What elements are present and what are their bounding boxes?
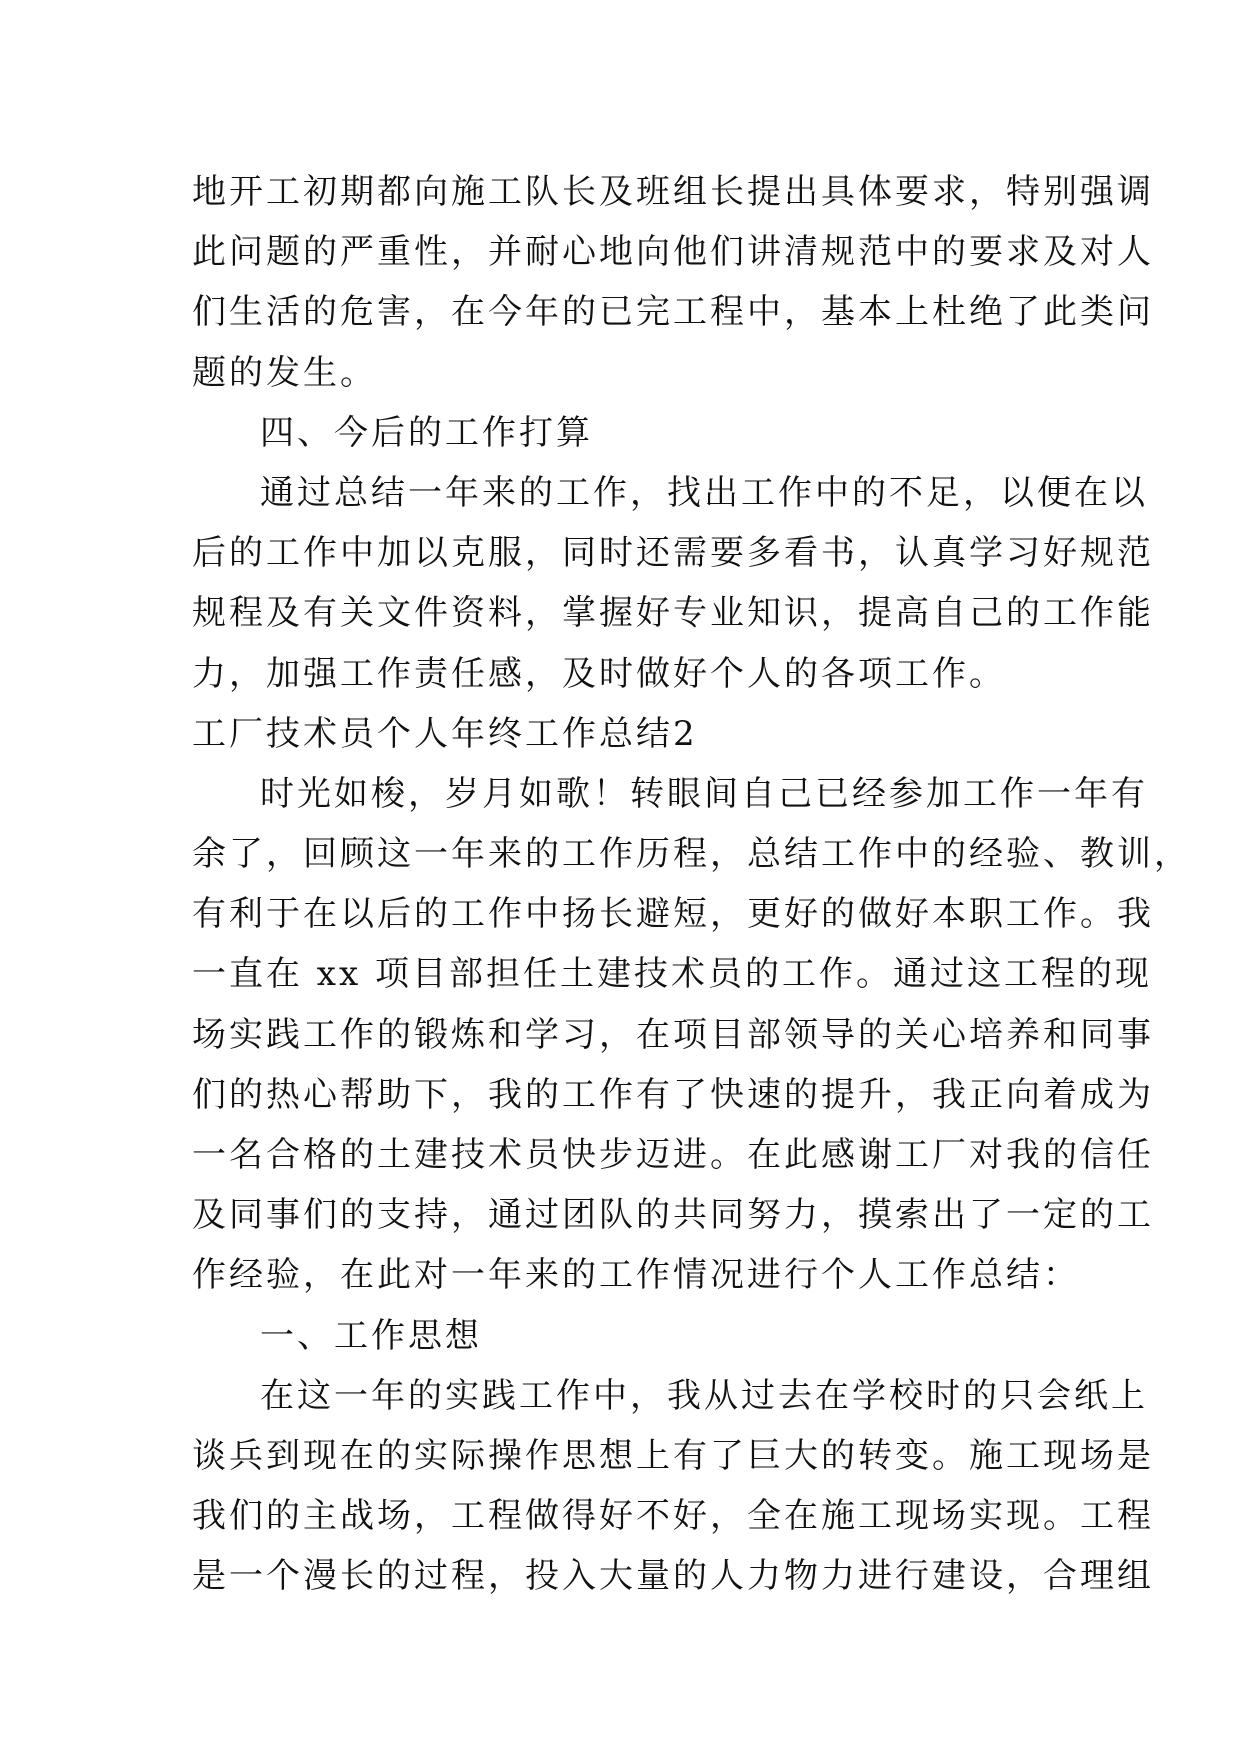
paragraph-start-line: 通过总结一年来的工作，找出工作中的不足，以便在以 (260, 472, 1148, 513)
text-line: 此问题的严重性，并耐心地向他们讲清规范中的要求及对人 (192, 232, 1154, 273)
text-line: 余了，回顾这一年来的工作历程，总结工作中的经验、教训， (192, 834, 1191, 875)
text-line: 有利于在以后的工作中扬长避短，更好的做好本职工作。我 (192, 894, 1154, 935)
text-line: 们的热心帮助下，我的工作有了快速的提升，我正向着成为 (192, 1074, 1154, 1115)
document-body (192, 162, 1191, 1607)
text-line: 题的发生。 (192, 352, 377, 393)
text-line: 场实践工作的锻炼和学习，在项目部领导的关心培养和同事 (192, 1014, 1154, 1055)
text-line: 地开工初期都向施工队长及班组长提出具体要求，特别强调 (192, 172, 1154, 212)
paragraph-start-line: 在这一年的实践工作中，我从过去在学校时的只会纸上 (260, 1375, 1148, 1416)
text-line: 谈兵到现在的实际操作思想上有了巨大的转变。施工现场是 (192, 1435, 1154, 1476)
text-line: 一名合格的土建技术员快步迈进。在此感谢工厂对我的信任 (192, 1135, 1154, 1175)
text-line: 是一个漫长的过程，投入大量的人力物力进行建设，合理组 (192, 1556, 1154, 1597)
text-line: 一直在 xx 项目部担任土建技术员的工作。通过这工程的现 (192, 954, 1152, 995)
document-title: 工厂技术员个人年终工作总结2 (192, 713, 698, 754)
text-line: 力，加强工作责任感，及时做好个人的各项工作。 (192, 653, 1006, 694)
section-heading: 一、工作思想 (260, 1315, 482, 1356)
text-line: 我们的主战场，工程做得好不好，全在施工现场实现。工程 (192, 1496, 1154, 1537)
text-line: 后的工作中加以克服，同时还需要多看书，认真学习好规范 (192, 533, 1154, 574)
text-line: 们生活的危害，在今年的已完工程中，基本上杜绝了此类问 (192, 292, 1154, 333)
section-heading: 四、今后的工作打算 (260, 412, 593, 453)
text-line: 规程及有关文件资料，掌握好专业知识，提高自己的工作能 (192, 593, 1154, 634)
text-line: 作经验，在此对一年来的工作情况进行个人工作总结： (192, 1255, 1080, 1296)
paragraph-start-line: 时光如梭，岁月如歌！转眼间自己已经参加工作一年有 (260, 773, 1148, 814)
text-line: 及同事们的支持，通过团队的共同努力，摸索出了一定的工 (192, 1195, 1154, 1236)
